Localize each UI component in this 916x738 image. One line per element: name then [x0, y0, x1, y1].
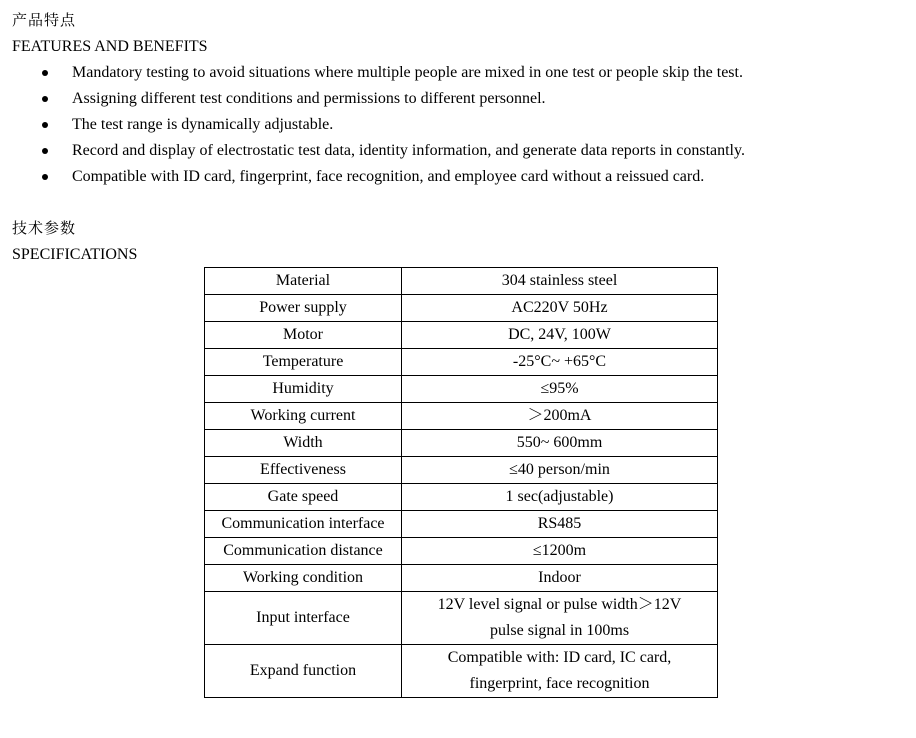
spec-value — [402, 592, 718, 645]
table-row — [205, 349, 718, 376]
spec-name: Temperature — [205, 349, 402, 376]
table-row — [205, 376, 718, 403]
table-row — [205, 430, 718, 457]
feature-text: Record and display of electrostatic test data, identity information, and generate data reports in constantly. — [72, 142, 745, 159]
feature-text: Assigning different test conditions and permissions to different personnel. — [72, 90, 546, 107]
spec-value: ≤1200m — [402, 538, 718, 565]
spec-value: 550~ 600mm — [402, 430, 718, 457]
table-row — [205, 268, 718, 295]
spec-name: Humidity — [205, 376, 402, 403]
bullet-icon — [42, 70, 48, 76]
spec-name: Communication distance — [205, 538, 402, 565]
spec-name: Material — [205, 268, 402, 295]
table-row — [205, 484, 718, 511]
spec-name: Effectiveness — [205, 457, 402, 484]
table-row — [205, 645, 718, 698]
spec-value: Indoor — [402, 565, 718, 592]
spec-name: Input interface — [205, 592, 402, 645]
spec-name: Width — [205, 430, 402, 457]
spec-value: 304 stainless steel — [402, 268, 718, 295]
table-row — [205, 511, 718, 538]
spec-value: ≤40 person/min — [402, 457, 718, 484]
spec-name: Working condition — [205, 565, 402, 592]
bullet-icon — [42, 148, 48, 154]
table-row — [205, 457, 718, 484]
spec-value: -25°C~ +65°C — [402, 349, 718, 376]
spec-value: ＞200mA — [402, 403, 718, 430]
specifications-heading-chinese: 技术参数 — [12, 219, 77, 237]
spec-name: Expand function — [205, 645, 402, 698]
bullet-icon — [42, 174, 48, 180]
spec-value: AC220V 50Hz — [402, 295, 718, 322]
spec-value-line: pulse signal in 100ms — [489, 622, 630, 639]
spec-value — [402, 645, 718, 698]
spec-value: ≤95% — [402, 376, 718, 403]
feature-text: Mandatory testing to avoid situations where multiple people are mixed in one test or people skip the test. — [72, 64, 743, 81]
features-heading: FEATURES AND BENEFITS — [12, 38, 208, 55]
bullet-icon — [42, 122, 48, 128]
spec-name: Power supply — [205, 295, 402, 322]
table-row — [205, 538, 718, 565]
specifications-table — [204, 267, 718, 698]
spec-value-line: fingerprint, face recognition — [469, 675, 650, 692]
table-row — [205, 322, 718, 349]
feature-text: The test range is dynamically adjustable. — [72, 116, 334, 133]
table-row — [205, 295, 718, 322]
spec-name: Communication interface — [205, 511, 402, 538]
spec-value: RS485 — [402, 511, 718, 538]
table-row — [205, 403, 718, 430]
spec-value: 1 sec(adjustable) — [402, 484, 718, 511]
spec-name: Working current — [205, 403, 402, 430]
table-row — [205, 592, 718, 645]
bullet-icon — [42, 96, 48, 102]
spec-value: DC, 24V, 100W — [402, 322, 718, 349]
feature-text: Compatible with ID card, fingerprint, face recognition, and employee card without a reissued card. — [72, 168, 705, 185]
spec-value-line: Compatible with: ID card, IC card, — [447, 649, 672, 666]
spec-name: Gate speed — [205, 484, 402, 511]
spec-value-line: 12V level signal or pulse width＞12V — [437, 596, 682, 613]
table-row — [205, 565, 718, 592]
spec-name: Motor — [205, 322, 402, 349]
features-heading-chinese: 产品特点 — [12, 11, 77, 29]
specifications-heading: SPECIFICATIONS — [12, 246, 138, 263]
